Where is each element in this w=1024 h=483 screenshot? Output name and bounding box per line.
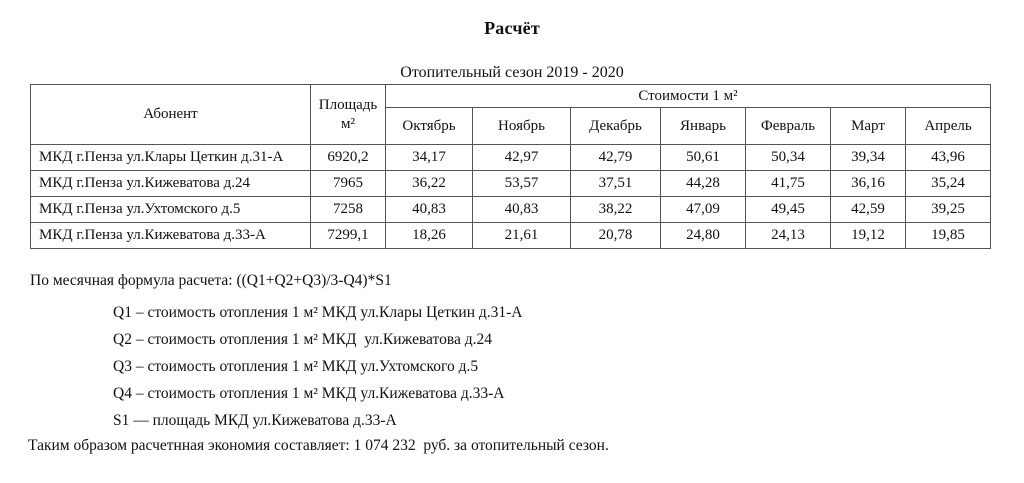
value-cell: 36,16 [831,171,906,197]
formula-definitions [113,299,1024,434]
value-cell: 37,51 [571,171,661,197]
header-costs-group: Стоимости 1 м² [386,85,991,108]
header-month-march: Март [831,108,906,145]
value-cell: 24,13 [746,223,831,249]
abonent-cell: МКД г.Пенза ул.Клары Цеткин д.31-А [31,145,311,171]
formula-intro: По месячная формула расчета: ((Q1+Q2+Q3)/3-Q4)*S1 [30,272,392,289]
value-cell: 50,34 [746,145,831,171]
abonent-cell: МКД г.Пенза ул.Кижеватова д.33-А [31,223,311,249]
formula-definition-q3: Q3 – стоимость отопления 1 м² МКД ул.Ухтомского д.5 [113,358,479,375]
value-cell: 42,59 [831,197,906,223]
value-cell: 43,96 [906,145,991,171]
area-cell: 6920,2 [311,145,386,171]
table-row [31,197,991,223]
value-cell: 39,34 [831,145,906,171]
area-cell: 7299,1 [311,223,386,249]
value-cell: 50,61 [661,145,746,171]
abonent-cell: МКД г.Пенза ул.Кижеватова д.24 [31,171,311,197]
value-cell: 18,26 [386,223,473,249]
value-cell: 35,24 [906,171,991,197]
value-cell: 19,85 [906,223,991,249]
value-cell: 34,17 [386,145,473,171]
formula-definition-q1: Q1 – стоимость отопления 1 м² МКД ул.Клары Цеткин д.31-А [113,304,523,321]
header-month-october: Октябрь [386,108,473,145]
table-row [31,171,991,197]
conclusion-text: Таким образом расчетнная экономия составляет: 1 074 232 руб. за отопительный сезон. [28,437,609,454]
header-month-february: Февраль [746,108,831,145]
value-cell: 19,12 [831,223,906,249]
value-cell: 20,78 [571,223,661,249]
header-month-november: Ноябрь [473,108,571,145]
abonent-cell: МКД г.Пенза ул.Ухтомского д.5 [31,197,311,223]
value-cell: 41,75 [746,171,831,197]
table-row [31,145,991,171]
area-cell: 7258 [311,197,386,223]
value-cell: 53,57 [473,171,571,197]
header-month-january: Январь [661,108,746,145]
value-cell: 40,83 [386,197,473,223]
value-cell: 38,22 [571,197,661,223]
table-row [31,223,991,249]
formula-definition-s1: S1 — площадь МКД ул.Кижеватова д.33-А [113,412,397,429]
value-cell: 21,61 [473,223,571,249]
season-subtitle: Отопительный сезон 2019 - 2020 [400,64,624,81]
header-area: Площадь м² [311,85,386,145]
value-cell: 39,25 [906,197,991,223]
value-cell: 47,09 [661,197,746,223]
value-cell: 24,80 [661,223,746,249]
value-cell: 40,83 [473,197,571,223]
value-cell: 44,28 [661,171,746,197]
page-title: Расчёт [484,18,540,38]
costs-table [30,84,991,249]
formula-definition-q2: Q2 – стоимость отопления 1 м² МКД ул.Кижеватова д.24 [113,331,492,348]
header-month-april: Апрель [906,108,991,145]
header-month-december: Декабрь [571,108,661,145]
area-cell: 7965 [311,171,386,197]
value-cell: 42,97 [473,145,571,171]
header-abonent: Абонент [31,85,311,145]
value-cell: 36,22 [386,171,473,197]
formula-definition-q4: Q4 – стоимость отопления 1 м² МКД ул.Кижеватова д.33-А [113,385,505,402]
value-cell: 49,45 [746,197,831,223]
value-cell: 42,79 [571,145,661,171]
